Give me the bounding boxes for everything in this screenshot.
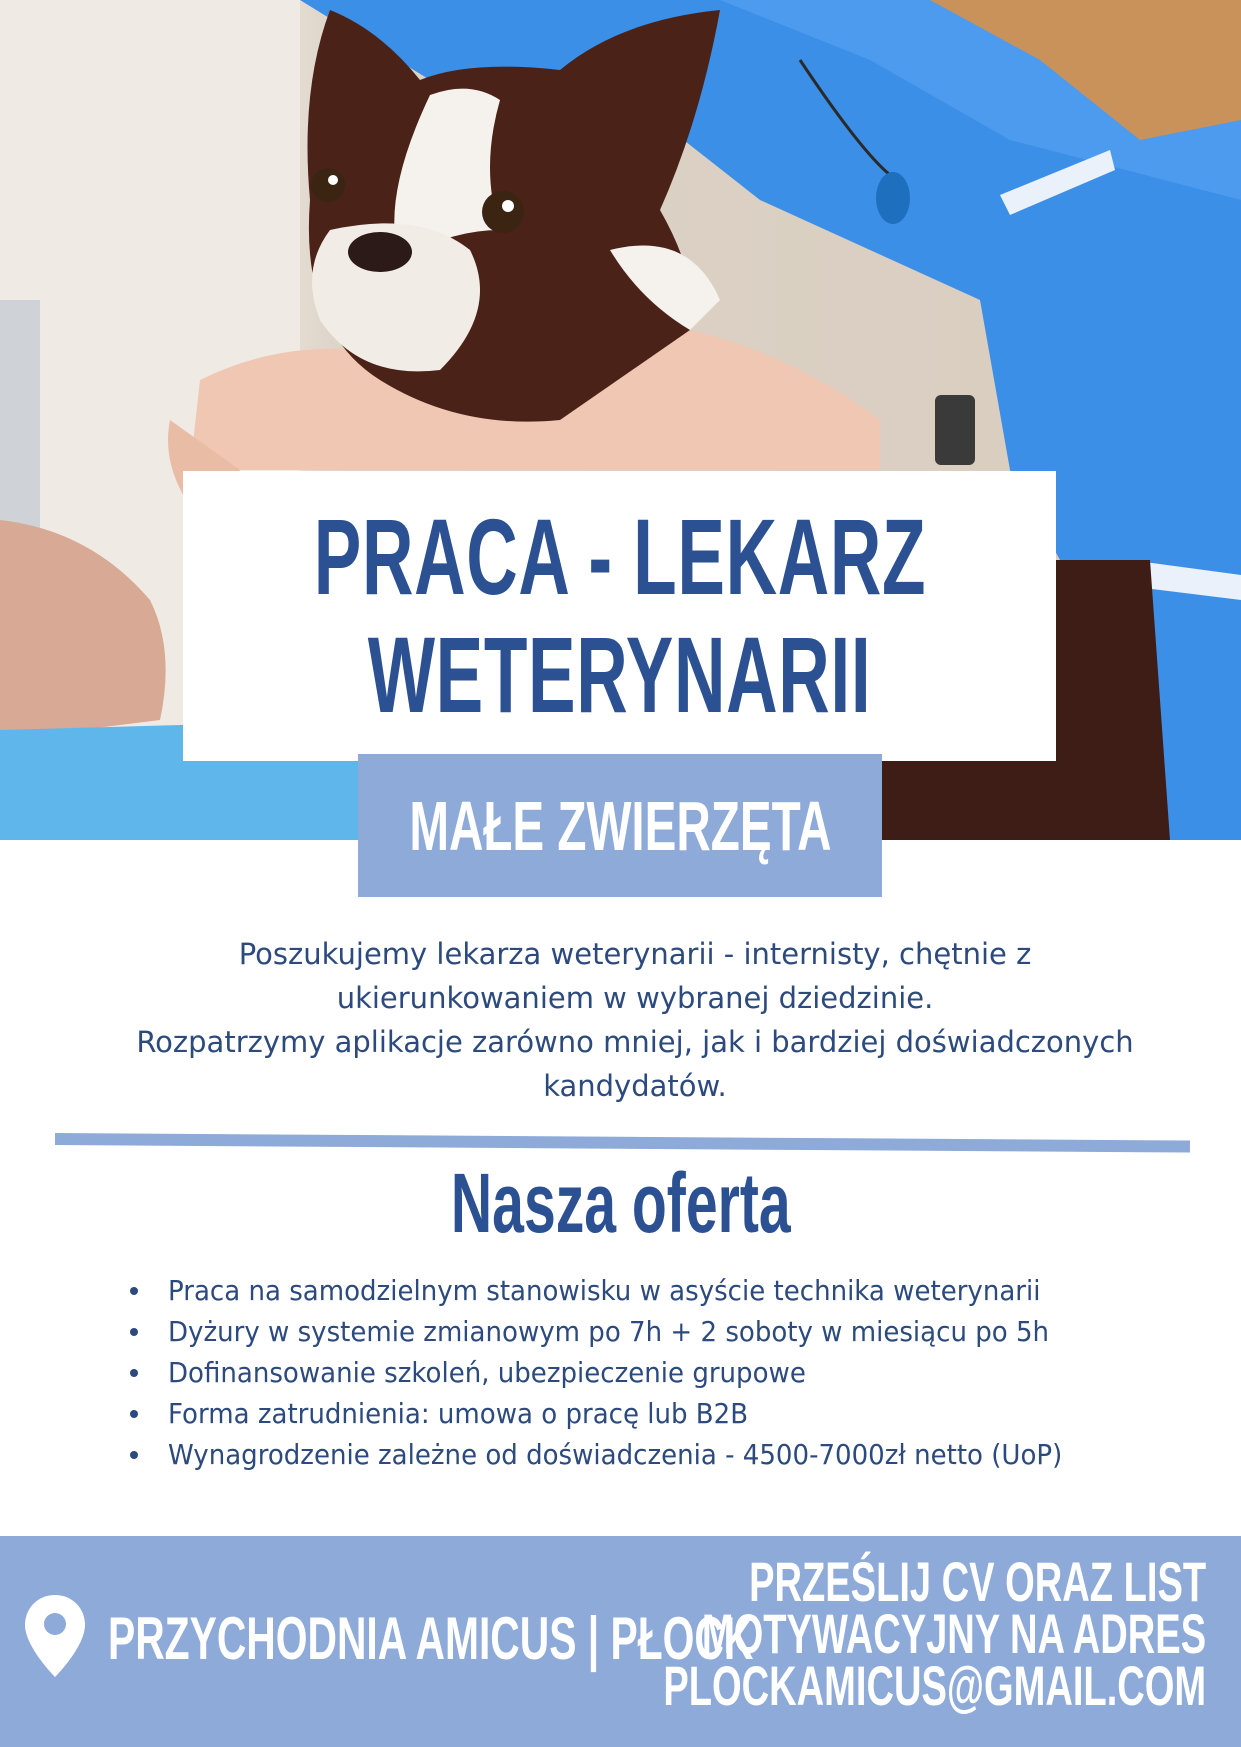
job-title-line-2: WETERYNARII xyxy=(367,614,872,735)
offer-heading: Nasza oferta xyxy=(450,1156,791,1250)
offer-heading-wrapper xyxy=(0,1155,1241,1251)
bullet-icon xyxy=(130,1287,138,1295)
offer-list-item: Dyżury w systemie zmianowym po 7h + 2 soboty w miesiącu po 5h xyxy=(128,1311,1130,1352)
job-title-line-1: PRACA - LEKARZ xyxy=(313,496,926,617)
job-title-box xyxy=(183,471,1056,761)
bullet-icon xyxy=(130,1410,138,1418)
contact-line: PRZEŚLIJ CV ORAZ LIST xyxy=(748,1550,1206,1613)
map-pin-icon xyxy=(25,1595,85,1677)
job-description xyxy=(60,932,1210,1108)
offer-list-item: Praca na samodzielnym stanowisku w asyście technika weterynarii xyxy=(128,1270,1130,1311)
specialty-banner xyxy=(358,754,882,897)
job-description-line: Rozpatrzymy aplikacje zarówno mniej, jak i bardziej doświadczonych xyxy=(136,1025,1134,1059)
offer-list-item: Forma zatrudnienia: umowa o pracę lub B2B xyxy=(128,1393,1130,1434)
offer-list xyxy=(128,1270,1130,1475)
job-description-line: ukierunkowaniem w wybranej dziedzinie. xyxy=(336,981,934,1015)
clinic-location: PRZYCHODNIA AMICUS | PŁOCK xyxy=(108,1605,754,1672)
job-description-line: Poszukujemy lekarza weterynarii - internisty, chętnie z xyxy=(238,937,1032,971)
offer-list-item: Dofinansowanie szkoleń, ubezpieczenie grupowe xyxy=(128,1352,1130,1393)
section-divider xyxy=(55,1133,1190,1153)
job-description-line: kandydatów. xyxy=(543,1069,727,1103)
offer-list-item: Wynagrodzenie zależne od doświadczenia - 4500-7000zł netto (UoP) xyxy=(128,1434,1130,1475)
bullet-icon xyxy=(130,1451,138,1459)
footer-bar xyxy=(0,1536,1241,1747)
contact-email: PLOCKAMICUS@GMAIL.COM xyxy=(663,1654,1206,1717)
specialty-label: MAŁE ZWIERZĘTA xyxy=(408,786,832,865)
contact-instructions xyxy=(408,1550,1206,1717)
bullet-icon xyxy=(130,1328,138,1336)
contact-line: MOTYWACYJNY NA ADRES xyxy=(701,1602,1206,1665)
bullet-icon xyxy=(130,1369,138,1377)
